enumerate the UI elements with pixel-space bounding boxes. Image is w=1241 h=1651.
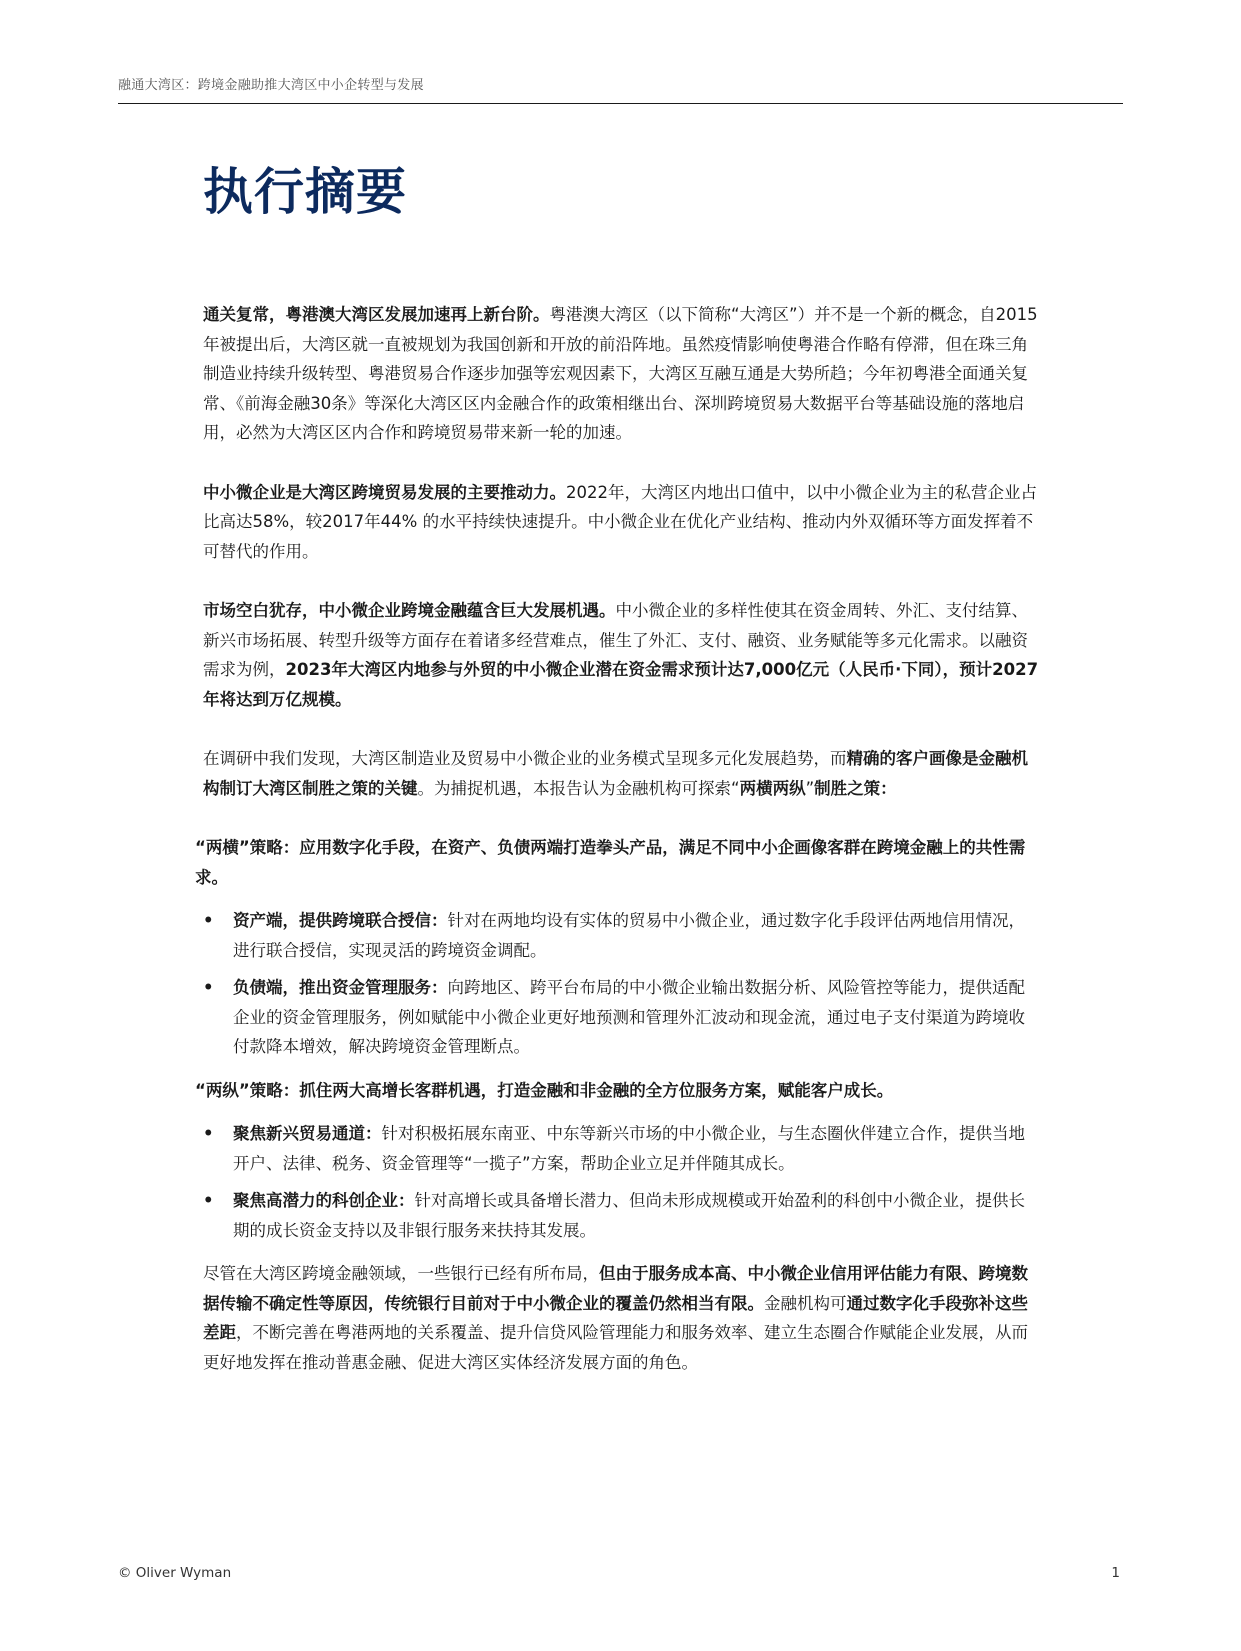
paragraph-body: 粤港澳大湾区（以下简称“大湾区”）并不是一个新的概念，自2015年被提出后，大湾区就一直被规划为我国创新和开放的前沿阵地。虽然疫情影响使粤港合作略有停滞，但在珠三角制造业持续升级转型、粤港贸易合作逐步加强等宏观因素下，大湾区互融互通是大势所趋；今年初粤港全面通关复常、《前海金融30条》等深化大湾区区内金融合作的政策相继出台、深圳跨境贸易大数据平台等基础设施的落地启用，必然为大湾区区内合作和跨境贸易带来新一轮的加速。 (203, 305, 1038, 442)
list-item-lead: 聚焦高潜力的科创企业： (233, 1191, 415, 1210)
paragraph-customs-reopening (203, 300, 1039, 448)
main-content (195, 300, 1039, 1377)
paragraph-body: ，不断完善在粤港两地的关系覆盖、提升信贷风险管理能力和服务效率、建立生态圈合作赋能企业发展，从而更好地发挥在推动普惠金融、促进大湾区实体经济发展方面的角色。 (203, 1323, 1028, 1372)
paragraph-body: ” (805, 778, 815, 798)
bullet-icon: • (203, 1191, 214, 1210)
list-item-text: 针对在两地均设有实体的贸易中小微企业，通过数字化手段评估两地信用情况，进行联合授信，实现灵活的跨境资金调配。 (233, 911, 1025, 960)
list-item (203, 1186, 1039, 1245)
list-item (203, 1119, 1039, 1178)
list-item-lead: 资产端，提供跨境联合授信： (233, 911, 448, 930)
paragraph-conclusion (203, 1259, 1039, 1377)
strategy-horizontal-heading: “两横”策略：应用数字化手段，在资产、负债两端打造拳头产品，满足不同中小企画像客群在跨境金融上的共性需求。 (195, 838, 1026, 887)
paragraph-highlight: 2023年大湾区内地参与外贸的中小微企业潜在资金需求预计达7,000亿元（人民币·下同），预计2027年将达到万亿规模。 (203, 660, 1039, 709)
header-divider (118, 103, 1123, 104)
paragraph-research-findings (203, 744, 1039, 803)
strategy-vertical-heading: “两纵”策略：抓住两大高增长客群机遇，打造金融和非金融的全方位服务方案，赋能客户成长。 (195, 1080, 894, 1100)
paragraph-body: 金融机构可 (764, 1293, 847, 1313)
list-item (203, 906, 1039, 965)
bullet-icon: • (203, 1124, 214, 1143)
list-item-lead: 聚焦新兴贸易通道： (233, 1124, 382, 1143)
paragraph-sme-driver (203, 478, 1039, 567)
list-item (203, 973, 1039, 1062)
paragraph-lead: 通关复常，粤港澳大湾区发展加速再上新台阶。 (203, 305, 550, 324)
paragraph-highlight: 但由于服务成本高、中小微企业信用评估能力有限、跨境数据传输不确定性等原因，传统银行目前对于中小微企业的覆盖仍然相当有限。 (203, 1264, 1028, 1313)
running-header: 融通大湾区：跨境金融助推大湾区中小企转型与发展 (118, 78, 424, 93)
list-item-text: 针对积极拓展东南亚、中东等新兴市场的中小微企业，与生态圈伙伴建立合作，提供当地开户、法律、税务、资金管理等“一揽子”方案，帮助企业立足并伴随其成长。 (233, 1124, 1025, 1173)
bullet-icon: • (203, 978, 214, 997)
strategy-vertical-list (203, 1119, 1039, 1245)
strategy-horizontal-list (203, 906, 1039, 1062)
paragraph-body: 。为捕捉机遇，本报告认为金融机构可探索“ (417, 778, 740, 798)
paragraph-highlight: 两横两纵 (739, 778, 806, 798)
footer-copyright: © Oliver Wyman (118, 1565, 232, 1581)
paragraph-highlight: 精确的客户画像是金融机构制订大湾区制胜之策的关键 (203, 749, 1028, 798)
list-item-lead: 负债端，推出资金管理服务： (233, 978, 448, 997)
paragraph-market-gap (203, 596, 1039, 714)
list-item-text: 向跨地区、跨平台布局的中小微企业输出数据分析、风险管控等能力，提供适配企业的资金管理服务，例如赋能中小微企业更好地预测和管理外汇波动和现金流，通过电子支付渠道为跨境收付款降本增效，解决跨境资金管理断点。 (233, 978, 1025, 1056)
page-title: 执行摘要 (203, 163, 407, 221)
paragraph-body: 在调研中我们发现，大湾区制造业及贸易中小微企业的业务模式呈现多元化发展趋势，而 (203, 749, 847, 768)
paragraph-lead: 中小微企业是大湾区跨境贸易发展的主要推动力。 (203, 482, 566, 502)
paragraph-body: 尽管在大湾区跨境金融领域，一些银行已经有所布局， (203, 1264, 599, 1283)
footer-page-number: 1 (1111, 1565, 1120, 1581)
paragraph-highlight: 通过数字化手段弥补这些差距 (203, 1293, 1028, 1342)
bullet-icon: • (203, 911, 214, 930)
paragraph-body: 中小微企业的多样性使其在资金周转、外汇、支付结算、新兴市场拓展、转型升级等方面存在着诸多经营难点，催生了外汇、支付、融资、业务赋能等多元化需求。以融资需求为例， (203, 601, 1028, 679)
list-item-text: 针对高增长或具备增长潜力、但尚未形成规模或开始盈利的科创中小微企业，提供长期的成长资金支持以及非银行服务来扶持其发展。 (233, 1191, 1025, 1240)
paragraph-body: 2022年，大湾区内地出口值中，以中小微企业为主的私营企业占比高达58%，较2017年44% 的水平持续快速提升。中小微企业在优化产业结构、推动内外双循环等方面发挥着不可替代的作用。 (203, 482, 1037, 561)
paragraph-highlight: 制胜之策： (814, 778, 897, 798)
paragraph-lead: 市场空白犹存，中小微企业跨境金融蕴含巨大发展机遇。 (203, 601, 616, 620)
